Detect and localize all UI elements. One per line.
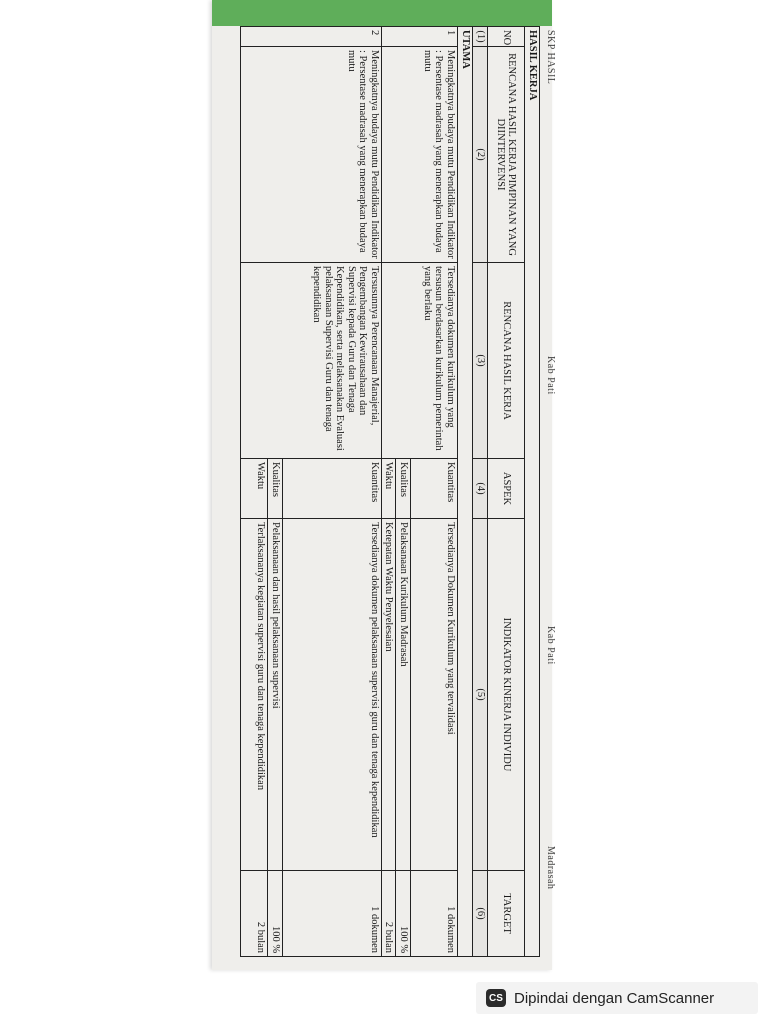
col-number: (6) <box>473 871 488 957</box>
cut-header-text: Kab Pati <box>545 626 556 665</box>
table-row <box>283 27 382 957</box>
target-cell: 1 dokumen <box>411 871 458 957</box>
indikator-cell: Pelaksanaan dan hasil pelaksanaan supervisi <box>268 519 283 871</box>
col-header-indikator: INDIKATOR KINERJA INDIVIDU <box>488 519 525 871</box>
row-number: 2 <box>241 27 382 47</box>
target-cell: 2 bulan <box>382 871 397 957</box>
col-header-rencana: RENCANA HASIL KERJA <box>488 263 525 459</box>
rencana-pimpinan-cell: Meningkatnya budaya mutu Pendidikan Indikator : Persentase madrasah yang menerapkan budaya mutu <box>241 47 382 263</box>
target-cell: 100 % <box>268 871 283 957</box>
col-number: (1) <box>473 27 488 47</box>
rencana-cell: Tersusunnya Perencanaan Manajerial, Pengembangan Kewirausahaan dan Supervisi kepada Guru dan Tenaga Kependidikan, serta melaksanakan Evaluasi pelaksanaan Supervisi Guru dan tenaga kependidikan <box>241 263 382 459</box>
cut-header-text: Madrasah <box>545 846 556 890</box>
indikator-cell: Tersedianya Dokumen Kurikulum yang tervalidasi <box>411 519 458 871</box>
document-sheet <box>212 26 556 970</box>
target-cell: 2 bulan <box>241 871 268 957</box>
row-number: 1 <box>382 27 458 47</box>
cut-header-text: Kab Pati <box>545 356 556 395</box>
camscanner-label: Dipindai dengan CamScanner <box>514 989 715 1007</box>
section-utama: UTAMA <box>458 27 473 957</box>
aspek-cell: Kuantitas <box>283 459 382 519</box>
col-number: (3) <box>473 263 488 459</box>
indikator-cell: Ketepatan Waktu Penyelesaian <box>382 519 397 871</box>
aspek-cell: Waktu <box>241 459 268 519</box>
cut-header-text: SKP HASIL <box>545 30 556 85</box>
green-background-strip <box>212 0 552 26</box>
rencana-pimpinan-cell: Meningkatnya budaya mutu Pendidikan Indikator : Persentase madrasah yang menerapkan budaya mutu <box>382 47 458 263</box>
target-cell: 100 % <box>396 871 411 957</box>
camscanner-watermark <box>476 982 758 1014</box>
col-header-rencana-pimpinan: RENCANA HASIL KERJA PIMPINAN YANG DIINTERVENSI <box>488 47 525 263</box>
col-header-target: TARGET <box>488 871 525 957</box>
col-number: (4) <box>473 459 488 519</box>
camscanner-logo-icon: CS <box>486 989 506 1007</box>
rotated-page <box>212 26 556 970</box>
col-number: (2) <box>473 47 488 263</box>
col-header-aspek: ASPEK <box>488 459 525 519</box>
col-number: (5) <box>473 519 488 871</box>
aspek-cell: Kualitas <box>268 459 283 519</box>
table-row <box>411 27 458 957</box>
cut-off-header-row <box>540 26 556 970</box>
aspek-cell: Kualitas <box>396 459 411 519</box>
target-cell: 1 dokumen <box>283 871 382 957</box>
skp-table <box>241 26 541 957</box>
indikator-cell: Tersedianya dokumen pelaksanaan supervisi guru dan tenaga kependidikan <box>283 519 382 871</box>
aspek-cell: Kuantitas <box>411 459 458 519</box>
indikator-cell: Terlaksananya kegiatan supervisi guru dan tenaga kependidikan <box>241 519 268 871</box>
rencana-cell: Tersedianya dokumen kurikulum yang tersusun berdasarkan kurikulum pemerintah yang berlaku <box>382 263 458 459</box>
aspek-cell: Waktu <box>382 459 397 519</box>
col-header-no: NO <box>488 27 525 47</box>
section-hasil-kerja: HASIL KERJA <box>525 27 540 957</box>
indikator-cell: Pelaksanaan Kurikulum Madrasah <box>396 519 411 871</box>
